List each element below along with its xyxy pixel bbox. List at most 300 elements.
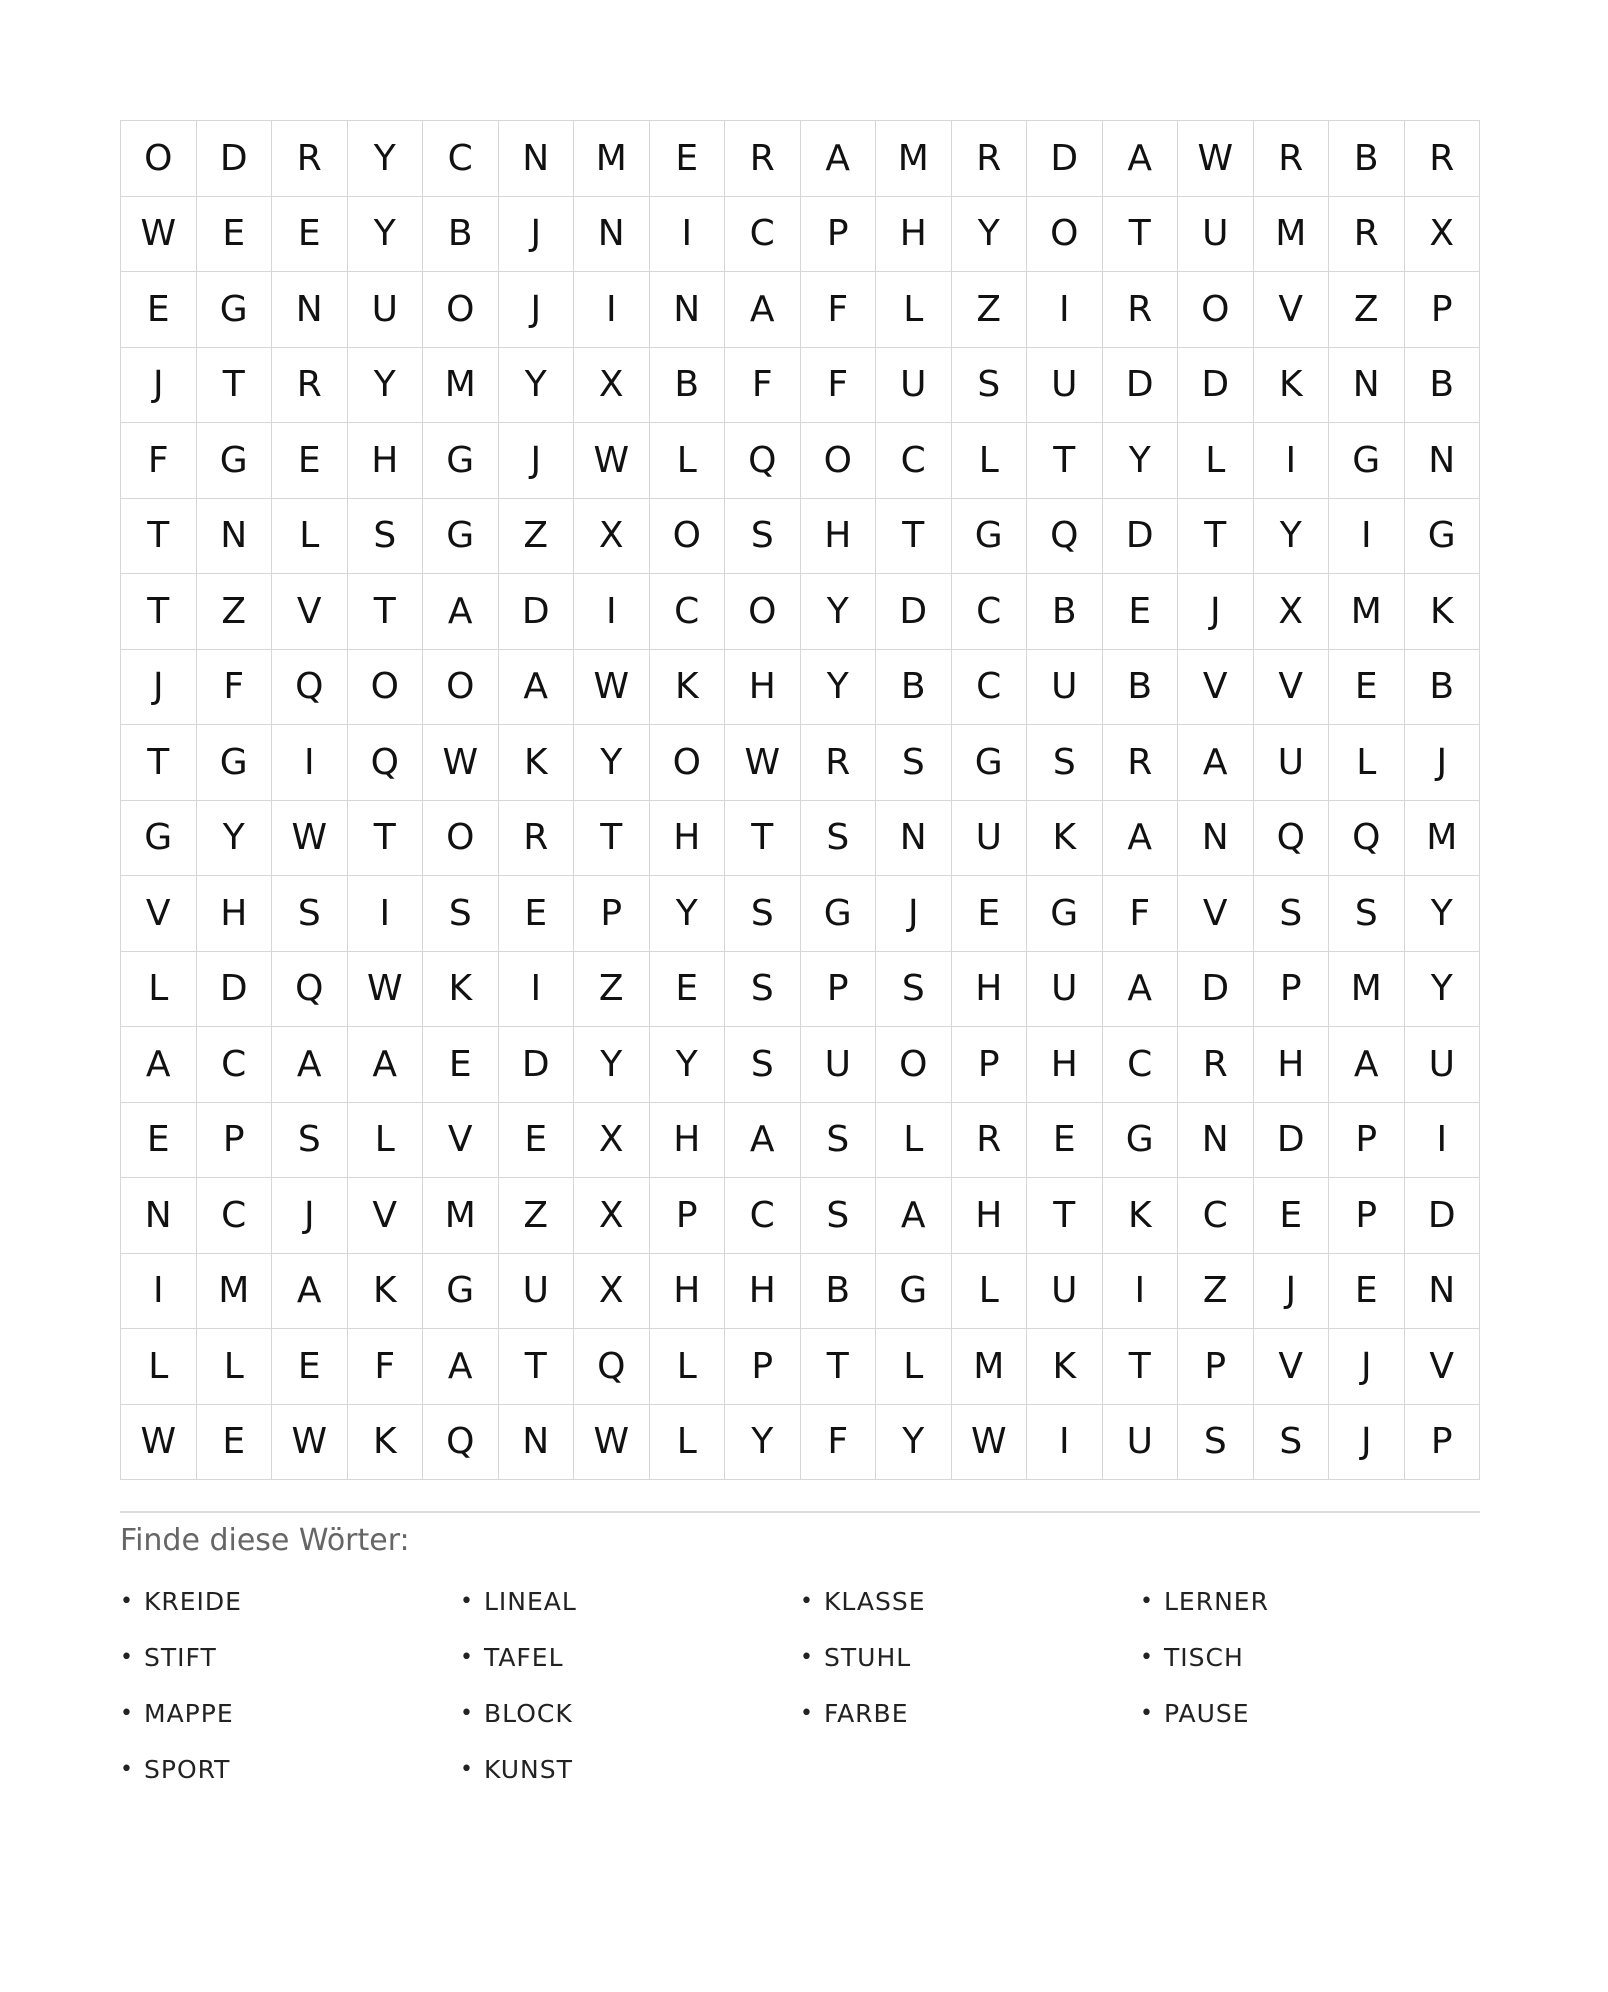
grid-cell[interactable]: Y bbox=[348, 121, 424, 197]
grid-cell[interactable]: S bbox=[876, 952, 952, 1028]
grid-cell[interactable]: N bbox=[499, 121, 575, 197]
grid-cell[interactable]: J bbox=[499, 423, 575, 499]
grid-cell[interactable]: A bbox=[272, 1254, 348, 1330]
grid-cell[interactable]: D bbox=[499, 1027, 575, 1103]
grid-cell[interactable]: Y bbox=[650, 1027, 726, 1103]
grid-cell[interactable]: N bbox=[1405, 423, 1481, 499]
grid-cell[interactable]: I bbox=[1027, 1405, 1103, 1481]
grid-cell[interactable]: U bbox=[1178, 197, 1254, 273]
grid-cell[interactable]: E bbox=[272, 1329, 348, 1405]
grid-cell[interactable]: E bbox=[499, 876, 575, 952]
grid-cell[interactable]: J bbox=[272, 1178, 348, 1254]
grid-cell[interactable]: V bbox=[1254, 650, 1330, 726]
grid-cell[interactable]: G bbox=[1027, 876, 1103, 952]
grid-cell[interactable]: T bbox=[121, 499, 197, 575]
grid-cell[interactable]: U bbox=[1027, 348, 1103, 424]
grid-cell[interactable]: L bbox=[348, 1103, 424, 1179]
grid-cell[interactable]: I bbox=[1329, 499, 1405, 575]
grid-cell[interactable]: K bbox=[348, 1405, 424, 1481]
grid-cell[interactable]: O bbox=[423, 801, 499, 877]
grid-cell[interactable]: M bbox=[1329, 574, 1405, 650]
grid-cell[interactable]: O bbox=[801, 423, 877, 499]
grid-cell[interactable]: A bbox=[348, 1027, 424, 1103]
grid-cell[interactable]: M bbox=[1405, 801, 1481, 877]
grid-cell[interactable]: K bbox=[1027, 1329, 1103, 1405]
grid-cell[interactable]: S bbox=[1254, 1405, 1330, 1481]
grid-cell[interactable]: R bbox=[1103, 725, 1179, 801]
grid-cell[interactable]: Q bbox=[272, 650, 348, 726]
grid-cell[interactable]: L bbox=[197, 1329, 273, 1405]
grid-cell[interactable]: D bbox=[1103, 499, 1179, 575]
grid-cell[interactable]: A bbox=[1103, 121, 1179, 197]
grid-cell[interactable]: E bbox=[272, 197, 348, 273]
grid-cell[interactable]: W bbox=[121, 1405, 197, 1481]
grid-cell[interactable]: Y bbox=[1103, 423, 1179, 499]
grid-cell[interactable]: B bbox=[1405, 650, 1481, 726]
grid-cell[interactable]: M bbox=[197, 1254, 273, 1330]
grid-cell[interactable]: D bbox=[1254, 1103, 1330, 1179]
grid-cell[interactable]: D bbox=[197, 952, 273, 1028]
grid-cell[interactable]: A bbox=[1329, 1027, 1405, 1103]
grid-cell[interactable]: S bbox=[348, 499, 424, 575]
grid-cell[interactable]: G bbox=[1329, 423, 1405, 499]
grid-cell[interactable]: V bbox=[1254, 272, 1330, 348]
grid-cell[interactable]: R bbox=[801, 725, 877, 801]
grid-cell[interactable]: D bbox=[876, 574, 952, 650]
grid-cell[interactable]: C bbox=[952, 574, 1028, 650]
grid-cell[interactable]: T bbox=[197, 348, 273, 424]
grid-cell[interactable]: Z bbox=[499, 1178, 575, 1254]
grid-cell[interactable]: K bbox=[1254, 348, 1330, 424]
grid-cell[interactable]: F bbox=[121, 423, 197, 499]
grid-cell[interactable]: G bbox=[952, 725, 1028, 801]
grid-cell[interactable]: L bbox=[876, 1329, 952, 1405]
grid-cell[interactable]: I bbox=[650, 197, 726, 273]
grid-cell[interactable]: Y bbox=[801, 650, 877, 726]
grid-cell[interactable]: O bbox=[876, 1027, 952, 1103]
grid-cell[interactable]: S bbox=[876, 725, 952, 801]
grid-cell[interactable]: B bbox=[1405, 348, 1481, 424]
grid-cell[interactable]: H bbox=[650, 1254, 726, 1330]
grid-cell[interactable]: Y bbox=[952, 197, 1028, 273]
grid-cell[interactable]: P bbox=[725, 1329, 801, 1405]
grid-cell[interactable]: J bbox=[121, 650, 197, 726]
grid-cell[interactable]: W bbox=[1178, 121, 1254, 197]
grid-cell[interactable]: C bbox=[876, 423, 952, 499]
grid-cell[interactable]: N bbox=[197, 499, 273, 575]
grid-cell[interactable]: Z bbox=[197, 574, 273, 650]
grid-cell[interactable]: Y bbox=[348, 197, 424, 273]
grid-cell[interactable]: R bbox=[272, 348, 348, 424]
grid-cell[interactable]: Y bbox=[725, 1405, 801, 1481]
grid-cell[interactable]: C bbox=[725, 1178, 801, 1254]
grid-cell[interactable]: T bbox=[1178, 499, 1254, 575]
grid-cell[interactable]: J bbox=[1254, 1254, 1330, 1330]
grid-cell[interactable]: G bbox=[423, 499, 499, 575]
grid-cell[interactable]: E bbox=[1254, 1178, 1330, 1254]
grid-cell[interactable]: K bbox=[499, 725, 575, 801]
grid-cell[interactable]: M bbox=[952, 1329, 1028, 1405]
grid-cell[interactable]: W bbox=[423, 725, 499, 801]
grid-cell[interactable]: L bbox=[650, 1329, 726, 1405]
grid-cell[interactable]: V bbox=[1405, 1329, 1481, 1405]
grid-cell[interactable]: N bbox=[1329, 348, 1405, 424]
grid-cell[interactable]: C bbox=[1103, 1027, 1179, 1103]
grid-cell[interactable]: X bbox=[574, 499, 650, 575]
grid-cell[interactable]: W bbox=[574, 423, 650, 499]
grid-cell[interactable]: S bbox=[1178, 1405, 1254, 1481]
grid-cell[interactable]: P bbox=[574, 876, 650, 952]
grid-cell[interactable]: I bbox=[1405, 1103, 1481, 1179]
grid-cell[interactable]: I bbox=[1103, 1254, 1179, 1330]
grid-cell[interactable]: O bbox=[348, 650, 424, 726]
grid-cell[interactable]: J bbox=[876, 876, 952, 952]
grid-cell[interactable]: M bbox=[876, 121, 952, 197]
grid-cell[interactable]: T bbox=[801, 1329, 877, 1405]
grid-cell[interactable]: D bbox=[1103, 348, 1179, 424]
grid-cell[interactable]: Z bbox=[1329, 272, 1405, 348]
grid-cell[interactable]: W bbox=[348, 952, 424, 1028]
grid-cell[interactable]: L bbox=[121, 952, 197, 1028]
grid-cell[interactable]: F bbox=[801, 348, 877, 424]
grid-cell[interactable]: K bbox=[650, 650, 726, 726]
grid-cell[interactable]: H bbox=[801, 499, 877, 575]
grid-cell[interactable]: S bbox=[801, 1103, 877, 1179]
grid-cell[interactable]: R bbox=[1178, 1027, 1254, 1103]
grid-cell[interactable]: H bbox=[1027, 1027, 1103, 1103]
grid-cell[interactable]: G bbox=[423, 1254, 499, 1330]
grid-cell[interactable]: P bbox=[1405, 1405, 1481, 1481]
grid-cell[interactable]: U bbox=[801, 1027, 877, 1103]
grid-cell[interactable]: H bbox=[650, 801, 726, 877]
grid-cell[interactable]: U bbox=[1103, 1405, 1179, 1481]
grid-cell[interactable]: Y bbox=[876, 1405, 952, 1481]
grid-cell[interactable]: P bbox=[952, 1027, 1028, 1103]
grid-cell[interactable]: W bbox=[952, 1405, 1028, 1481]
grid-cell[interactable]: S bbox=[1254, 876, 1330, 952]
grid-cell[interactable]: P bbox=[1329, 1178, 1405, 1254]
grid-cell[interactable]: I bbox=[121, 1254, 197, 1330]
grid-cell[interactable]: A bbox=[423, 574, 499, 650]
grid-cell[interactable]: B bbox=[1103, 650, 1179, 726]
grid-cell[interactable]: M bbox=[574, 121, 650, 197]
grid-cell[interactable]: E bbox=[1027, 1103, 1103, 1179]
grid-cell[interactable]: T bbox=[121, 574, 197, 650]
grid-cell[interactable]: T bbox=[725, 801, 801, 877]
grid-cell[interactable]: Y bbox=[574, 1027, 650, 1103]
grid-cell[interactable]: F bbox=[197, 650, 273, 726]
grid-cell[interactable]: K bbox=[1103, 1178, 1179, 1254]
grid-cell[interactable]: M bbox=[1254, 197, 1330, 273]
grid-cell[interactable]: J bbox=[499, 272, 575, 348]
grid-cell[interactable]: P bbox=[1178, 1329, 1254, 1405]
grid-cell[interactable]: G bbox=[197, 423, 273, 499]
grid-cell[interactable]: N bbox=[574, 197, 650, 273]
grid-cell[interactable]: H bbox=[952, 952, 1028, 1028]
grid-cell[interactable]: A bbox=[423, 1329, 499, 1405]
grid-cell[interactable]: Y bbox=[499, 348, 575, 424]
grid-cell[interactable]: E bbox=[1329, 650, 1405, 726]
grid-cell[interactable]: Y bbox=[348, 348, 424, 424]
grid-cell[interactable]: W bbox=[574, 1405, 650, 1481]
grid-cell[interactable]: B bbox=[1027, 574, 1103, 650]
grid-cell[interactable]: O bbox=[121, 121, 197, 197]
grid-cell[interactable]: Q bbox=[725, 423, 801, 499]
grid-cell[interactable]: V bbox=[272, 574, 348, 650]
grid-cell[interactable]: X bbox=[574, 348, 650, 424]
grid-cell[interactable]: R bbox=[1103, 272, 1179, 348]
grid-cell[interactable]: D bbox=[499, 574, 575, 650]
grid-cell[interactable]: B bbox=[423, 197, 499, 273]
grid-cell[interactable]: D bbox=[1027, 121, 1103, 197]
grid-cell[interactable]: K bbox=[423, 952, 499, 1028]
grid-cell[interactable]: E bbox=[197, 197, 273, 273]
grid-cell[interactable]: A bbox=[801, 121, 877, 197]
grid-cell[interactable]: J bbox=[1329, 1329, 1405, 1405]
grid-cell[interactable]: Z bbox=[952, 272, 1028, 348]
grid-cell[interactable]: O bbox=[725, 574, 801, 650]
grid-cell[interactable]: P bbox=[1329, 1103, 1405, 1179]
grid-cell[interactable]: U bbox=[1405, 1027, 1481, 1103]
grid-cell[interactable]: X bbox=[574, 1178, 650, 1254]
grid-cell[interactable]: W bbox=[574, 650, 650, 726]
grid-cell[interactable]: N bbox=[1178, 801, 1254, 877]
grid-cell[interactable]: W bbox=[725, 725, 801, 801]
grid-cell[interactable]: S bbox=[1027, 725, 1103, 801]
grid-cell[interactable]: H bbox=[197, 876, 273, 952]
grid-cell[interactable]: T bbox=[1103, 1329, 1179, 1405]
grid-cell[interactable]: R bbox=[725, 121, 801, 197]
grid-cell[interactable]: P bbox=[801, 952, 877, 1028]
grid-cell[interactable]: A bbox=[1103, 801, 1179, 877]
grid-cell[interactable]: H bbox=[1254, 1027, 1330, 1103]
grid-cell[interactable]: H bbox=[876, 197, 952, 273]
grid-cell[interactable]: D bbox=[1178, 348, 1254, 424]
grid-cell[interactable]: Y bbox=[1405, 876, 1481, 952]
grid-cell[interactable]: P bbox=[1405, 272, 1481, 348]
grid-cell[interactable]: G bbox=[197, 725, 273, 801]
grid-cell[interactable]: O bbox=[1178, 272, 1254, 348]
grid-cell[interactable]: P bbox=[197, 1103, 273, 1179]
grid-cell[interactable]: I bbox=[574, 574, 650, 650]
grid-cell[interactable]: N bbox=[121, 1178, 197, 1254]
grid-cell[interactable]: L bbox=[876, 1103, 952, 1179]
grid-cell[interactable]: O bbox=[423, 272, 499, 348]
grid-cell[interactable]: X bbox=[1254, 574, 1330, 650]
grid-cell[interactable]: G bbox=[121, 801, 197, 877]
grid-cell[interactable]: S bbox=[952, 348, 1028, 424]
grid-cell[interactable]: C bbox=[725, 197, 801, 273]
grid-cell[interactable]: N bbox=[1178, 1103, 1254, 1179]
grid-cell[interactable]: A bbox=[121, 1027, 197, 1103]
grid-cell[interactable]: S bbox=[725, 876, 801, 952]
grid-cell[interactable]: T bbox=[876, 499, 952, 575]
grid-cell[interactable]: L bbox=[650, 1405, 726, 1481]
grid-cell[interactable]: U bbox=[1027, 952, 1103, 1028]
grid-cell[interactable]: F bbox=[725, 348, 801, 424]
grid-cell[interactable]: Z bbox=[574, 952, 650, 1028]
grid-cell[interactable]: V bbox=[121, 876, 197, 952]
grid-cell[interactable]: R bbox=[499, 801, 575, 877]
grid-cell[interactable]: Y bbox=[197, 801, 273, 877]
grid-cell[interactable]: V bbox=[423, 1103, 499, 1179]
grid-cell[interactable]: C bbox=[197, 1027, 273, 1103]
grid-cell[interactable]: P bbox=[801, 197, 877, 273]
grid-cell[interactable]: L bbox=[272, 499, 348, 575]
grid-cell[interactable]: W bbox=[272, 801, 348, 877]
grid-cell[interactable]: V bbox=[1254, 1329, 1330, 1405]
grid-cell[interactable]: O bbox=[1027, 197, 1103, 273]
grid-cell[interactable]: L bbox=[952, 1254, 1028, 1330]
grid-cell[interactable]: U bbox=[952, 801, 1028, 877]
grid-cell[interactable]: F bbox=[348, 1329, 424, 1405]
grid-cell[interactable]: J bbox=[1178, 574, 1254, 650]
grid-cell[interactable]: R bbox=[1254, 121, 1330, 197]
grid-cell[interactable]: G bbox=[197, 272, 273, 348]
grid-cell[interactable]: D bbox=[1178, 952, 1254, 1028]
grid-cell[interactable]: S bbox=[1329, 876, 1405, 952]
grid-cell[interactable]: Q bbox=[348, 725, 424, 801]
grid-cell[interactable]: Y bbox=[574, 725, 650, 801]
grid-cell[interactable]: U bbox=[499, 1254, 575, 1330]
grid-cell[interactable]: R bbox=[1405, 121, 1481, 197]
grid-cell[interactable]: L bbox=[1329, 725, 1405, 801]
grid-cell[interactable]: H bbox=[725, 650, 801, 726]
grid-cell[interactable]: N bbox=[876, 801, 952, 877]
grid-cell[interactable]: L bbox=[876, 272, 952, 348]
grid-cell[interactable]: C bbox=[952, 650, 1028, 726]
grid-cell[interactable]: E bbox=[197, 1405, 273, 1481]
grid-cell[interactable]: A bbox=[1178, 725, 1254, 801]
grid-cell[interactable]: I bbox=[499, 952, 575, 1028]
grid-cell[interactable]: T bbox=[121, 725, 197, 801]
grid-cell[interactable]: T bbox=[348, 574, 424, 650]
grid-cell[interactable]: I bbox=[574, 272, 650, 348]
grid-cell[interactable]: M bbox=[423, 1178, 499, 1254]
grid-cell[interactable]: Z bbox=[499, 499, 575, 575]
grid-cell[interactable]: E bbox=[1103, 574, 1179, 650]
grid-cell[interactable]: B bbox=[650, 348, 726, 424]
grid-cell[interactable]: S bbox=[272, 876, 348, 952]
grid-cell[interactable]: J bbox=[1329, 1405, 1405, 1481]
grid-cell[interactable]: U bbox=[876, 348, 952, 424]
grid-cell[interactable]: E bbox=[121, 272, 197, 348]
grid-cell[interactable]: E bbox=[1329, 1254, 1405, 1330]
grid-cell[interactable]: O bbox=[423, 650, 499, 726]
grid-cell[interactable]: A bbox=[272, 1027, 348, 1103]
grid-cell[interactable]: L bbox=[1178, 423, 1254, 499]
grid-cell[interactable]: X bbox=[574, 1103, 650, 1179]
grid-cell[interactable]: Q bbox=[1329, 801, 1405, 877]
grid-cell[interactable]: V bbox=[1178, 876, 1254, 952]
grid-cell[interactable]: I bbox=[272, 725, 348, 801]
grid-cell[interactable]: F bbox=[801, 1405, 877, 1481]
grid-cell[interactable]: T bbox=[1027, 1178, 1103, 1254]
grid-cell[interactable]: T bbox=[348, 801, 424, 877]
grid-cell[interactable]: C bbox=[423, 121, 499, 197]
grid-cell[interactable]: I bbox=[348, 876, 424, 952]
grid-cell[interactable]: Q bbox=[272, 952, 348, 1028]
grid-cell[interactable]: N bbox=[499, 1405, 575, 1481]
grid-cell[interactable]: V bbox=[348, 1178, 424, 1254]
grid-cell[interactable]: D bbox=[197, 121, 273, 197]
grid-cell[interactable]: B bbox=[801, 1254, 877, 1330]
grid-cell[interactable]: N bbox=[272, 272, 348, 348]
grid-cell[interactable]: U bbox=[1027, 650, 1103, 726]
grid-cell[interactable]: X bbox=[1405, 197, 1481, 273]
grid-cell[interactable]: O bbox=[650, 499, 726, 575]
grid-cell[interactable]: E bbox=[121, 1103, 197, 1179]
grid-cell[interactable]: A bbox=[499, 650, 575, 726]
grid-cell[interactable]: S bbox=[801, 1178, 877, 1254]
grid-cell[interactable]: G bbox=[952, 499, 1028, 575]
grid-cell[interactable]: K bbox=[1027, 801, 1103, 877]
grid-cell[interactable]: Y bbox=[650, 876, 726, 952]
grid-cell[interactable]: B bbox=[876, 650, 952, 726]
grid-cell[interactable]: E bbox=[650, 952, 726, 1028]
grid-cell[interactable]: S bbox=[725, 499, 801, 575]
grid-cell[interactable]: M bbox=[423, 348, 499, 424]
grid-cell[interactable]: H bbox=[725, 1254, 801, 1330]
grid-cell[interactable]: Q bbox=[1254, 801, 1330, 877]
grid-cell[interactable]: V bbox=[1178, 650, 1254, 726]
grid-cell[interactable]: D bbox=[1405, 1178, 1481, 1254]
grid-cell[interactable]: H bbox=[348, 423, 424, 499]
grid-cell[interactable]: A bbox=[876, 1178, 952, 1254]
grid-cell[interactable]: W bbox=[272, 1405, 348, 1481]
grid-cell[interactable]: S bbox=[423, 876, 499, 952]
grid-cell[interactable]: S bbox=[725, 952, 801, 1028]
grid-cell[interactable]: Z bbox=[1178, 1254, 1254, 1330]
grid-cell[interactable]: F bbox=[801, 272, 877, 348]
grid-cell[interactable]: T bbox=[1027, 423, 1103, 499]
grid-cell[interactable]: Y bbox=[801, 574, 877, 650]
grid-cell[interactable]: A bbox=[1103, 952, 1179, 1028]
grid-cell[interactable]: S bbox=[272, 1103, 348, 1179]
grid-cell[interactable]: Q bbox=[574, 1329, 650, 1405]
grid-cell[interactable]: W bbox=[121, 197, 197, 273]
grid-cell[interactable]: Q bbox=[1027, 499, 1103, 575]
grid-cell[interactable]: K bbox=[1405, 574, 1481, 650]
grid-cell[interactable]: C bbox=[650, 574, 726, 650]
grid-cell[interactable]: E bbox=[272, 423, 348, 499]
grid-cell[interactable]: N bbox=[650, 272, 726, 348]
grid-cell[interactable]: N bbox=[1405, 1254, 1481, 1330]
grid-cell[interactable]: I bbox=[1254, 423, 1330, 499]
grid-cell[interactable]: P bbox=[650, 1178, 726, 1254]
grid-cell[interactable]: A bbox=[725, 1103, 801, 1179]
grid-cell[interactable]: U bbox=[348, 272, 424, 348]
grid-cell[interactable]: H bbox=[952, 1178, 1028, 1254]
grid-cell[interactable]: G bbox=[423, 423, 499, 499]
grid-cell[interactable]: E bbox=[650, 121, 726, 197]
grid-cell[interactable]: J bbox=[499, 197, 575, 273]
grid-cell[interactable]: Q bbox=[423, 1405, 499, 1481]
grid-cell[interactable]: E bbox=[423, 1027, 499, 1103]
grid-cell[interactable]: T bbox=[574, 801, 650, 877]
grid-cell[interactable]: J bbox=[1405, 725, 1481, 801]
grid-cell[interactable]: G bbox=[876, 1254, 952, 1330]
grid-cell[interactable]: L bbox=[952, 423, 1028, 499]
grid-cell[interactable]: R bbox=[952, 1103, 1028, 1179]
grid-cell[interactable]: B bbox=[1329, 121, 1405, 197]
grid-cell[interactable]: O bbox=[650, 725, 726, 801]
grid-cell[interactable]: Y bbox=[1254, 499, 1330, 575]
grid-cell[interactable]: L bbox=[121, 1329, 197, 1405]
grid-cell[interactable]: G bbox=[801, 876, 877, 952]
grid-cell[interactable]: R bbox=[1329, 197, 1405, 273]
grid-cell[interactable]: U bbox=[1027, 1254, 1103, 1330]
